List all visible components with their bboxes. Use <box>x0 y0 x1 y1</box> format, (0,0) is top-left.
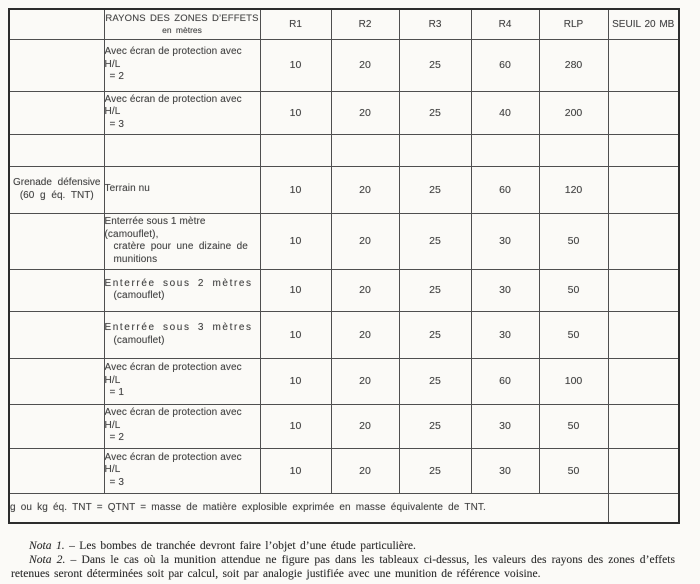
value-cell: 20 <box>331 269 399 311</box>
value-cell: 20 <box>331 311 399 358</box>
value-cell: 280 <box>539 39 608 91</box>
label-line: Avec écran de protection avec H/L <box>104 362 242 386</box>
row-stub-cell <box>9 404 104 448</box>
value-cell <box>260 134 331 166</box>
value-cell: 120 <box>539 166 608 213</box>
value-cell: 20 <box>331 213 399 269</box>
nota-1-text: – Les bombes de tranchée devront faire l’objet d’une étude particulière. <box>69 539 416 552</box>
value-cell: 50 <box>539 311 608 358</box>
value-cell: 30 <box>471 269 539 311</box>
row-stub-cell <box>9 448 104 493</box>
value-cell <box>608 39 679 91</box>
data-row <box>9 39 679 91</box>
column-header: R3 <box>399 9 471 39</box>
data-row <box>9 311 679 358</box>
value-cell <box>608 166 679 213</box>
value-cell <box>608 404 679 448</box>
row-label-cell <box>104 166 260 213</box>
value-cell: 50 <box>539 404 608 448</box>
value-cell: 10 <box>260 311 331 358</box>
value-cell <box>608 134 679 166</box>
value-cell: 25 <box>399 213 471 269</box>
column-header: SEUIL 20 MB <box>608 9 679 39</box>
label-line: Avec écran de protection avec H/L <box>104 451 242 476</box>
label-line: = 3 <box>109 118 124 130</box>
value-cell: 60 <box>471 166 539 213</box>
value-cell: 20 <box>331 404 399 448</box>
row-stub-cell <box>9 91 104 134</box>
value-cell: 25 <box>399 358 471 404</box>
column-header: RLP <box>539 9 608 39</box>
row-stub-cell <box>9 358 104 404</box>
value-cell: 10 <box>260 91 331 134</box>
value-cell: 60 <box>471 358 539 404</box>
header-subtitle: en mètres <box>162 25 202 36</box>
value-cell: 50 <box>539 448 608 493</box>
value-cell: 25 <box>399 404 471 448</box>
label-line: = 1 <box>109 387 124 399</box>
value-cell: 200 <box>539 91 608 134</box>
value-cell <box>608 448 679 493</box>
value-cell: 20 <box>331 448 399 493</box>
stub-line: Grenade défensive <box>12 177 101 188</box>
label-line: (camouflet) <box>113 334 165 346</box>
data-row <box>9 134 679 166</box>
notes-section <box>11 539 675 581</box>
value-cell: 50 <box>539 213 608 269</box>
row-stub-cell <box>9 134 104 166</box>
nota-2-label: Nota 2. <box>29 553 66 566</box>
label-line: Enterrée sous 2 mètres <box>104 277 253 289</box>
value-cell: 10 <box>260 358 331 404</box>
header-row <box>9 9 679 39</box>
nota-1-label: Nota 1. <box>29 539 65 552</box>
value-cell: 100 <box>539 358 608 404</box>
row-label-cell <box>104 358 260 404</box>
label-line: Enterrée sous 1 mètre (camouflet), <box>104 216 206 240</box>
label-line: = 2 <box>109 71 124 83</box>
value-cell: 10 <box>260 166 331 213</box>
effect-zones-table <box>8 8 680 524</box>
value-cell <box>608 91 679 134</box>
value-cell <box>608 358 679 404</box>
row-label-cell <box>104 404 260 448</box>
label-line: Avec écran de protection avec H/L <box>104 407 242 431</box>
row-label-cell <box>104 269 260 311</box>
value-cell: 20 <box>331 39 399 91</box>
value-cell: 25 <box>399 39 471 91</box>
value-cell: 10 <box>260 448 331 493</box>
footer-empty-cell <box>608 493 679 523</box>
value-cell <box>539 134 608 166</box>
value-cell <box>608 311 679 358</box>
row-label-cell <box>104 448 260 493</box>
label-line: = 2 <box>109 432 124 444</box>
data-row <box>9 269 679 311</box>
value-cell: 10 <box>260 404 331 448</box>
column-header: R1 <box>260 9 331 39</box>
value-cell: 10 <box>260 269 331 311</box>
row-stub-cell <box>9 166 104 213</box>
label-line: (camouflet) <box>113 290 165 301</box>
value-cell: 20 <box>331 91 399 134</box>
value-cell <box>608 213 679 269</box>
value-cell: 60 <box>471 39 539 91</box>
value-cell: 20 <box>331 358 399 404</box>
value-cell: 25 <box>399 166 471 213</box>
value-cell: 40 <box>471 91 539 134</box>
label-line: munitions <box>113 253 158 265</box>
value-cell: 50 <box>539 269 608 311</box>
label-line: Avec écran de protection avec H/L <box>104 46 242 70</box>
value-cell: 10 <box>260 39 331 91</box>
header-label-cell <box>104 9 260 39</box>
nota-2-text: – Dans le cas où la munition attendue ne figure pas dans les tableaux ci-dessus, les valeurs des rayons des zones d’effets retenues seront déterminées soit par calcul, soit par analogie justifiée avec une munition de référence voisine. <box>11 553 675 580</box>
value-cell <box>608 269 679 311</box>
label-line: Terrain nu <box>104 183 150 195</box>
data-row <box>9 213 679 269</box>
header-title: RAYONS DES ZONES D’EFFETS <box>105 13 259 25</box>
row-label-cell <box>104 134 260 166</box>
row-stub-cell <box>9 213 104 269</box>
row-label-cell <box>104 39 260 91</box>
column-header: R4 <box>471 9 539 39</box>
data-row <box>9 404 679 448</box>
value-cell: 10 <box>260 213 331 269</box>
value-cell: 30 <box>471 404 539 448</box>
nota-2 <box>11 553 675 581</box>
data-row <box>9 358 679 404</box>
row-label-cell <box>104 311 260 358</box>
footer-note-cell: g ou kg éq. TNT = QTNT = masse de matière explosible exprimée en masse équivalente de TNT. <box>9 493 608 523</box>
value-cell: 30 <box>471 213 539 269</box>
label-line: = 3 <box>109 476 124 488</box>
value-cell: 25 <box>399 448 471 493</box>
stub-line: (60 g éq. TNT) <box>19 189 94 201</box>
label-line: Avec écran de protection avec H/L <box>104 93 242 118</box>
label-line: cratère pour une dizaine de <box>113 241 248 252</box>
value-cell: 20 <box>331 166 399 213</box>
header-stub-cell <box>9 9 104 39</box>
value-cell: 25 <box>399 269 471 311</box>
column-header: R2 <box>331 9 399 39</box>
row-stub-cell <box>9 311 104 358</box>
value-cell <box>399 134 471 166</box>
value-cell <box>331 134 399 166</box>
row-label-cell <box>104 91 260 134</box>
value-cell <box>471 134 539 166</box>
row-stub-cell <box>9 39 104 91</box>
footer-row <box>9 493 679 523</box>
row-label-cell <box>104 213 260 269</box>
value-cell: 30 <box>471 448 539 493</box>
data-row <box>9 166 679 213</box>
row-stub-cell <box>9 269 104 311</box>
nota-1 <box>11 539 675 553</box>
label-line: Enterrée sous 3 mètres <box>104 322 253 333</box>
data-row <box>9 91 679 134</box>
value-cell: 25 <box>399 311 471 358</box>
value-cell: 25 <box>399 91 471 134</box>
data-row <box>9 448 679 493</box>
value-cell: 30 <box>471 311 539 358</box>
